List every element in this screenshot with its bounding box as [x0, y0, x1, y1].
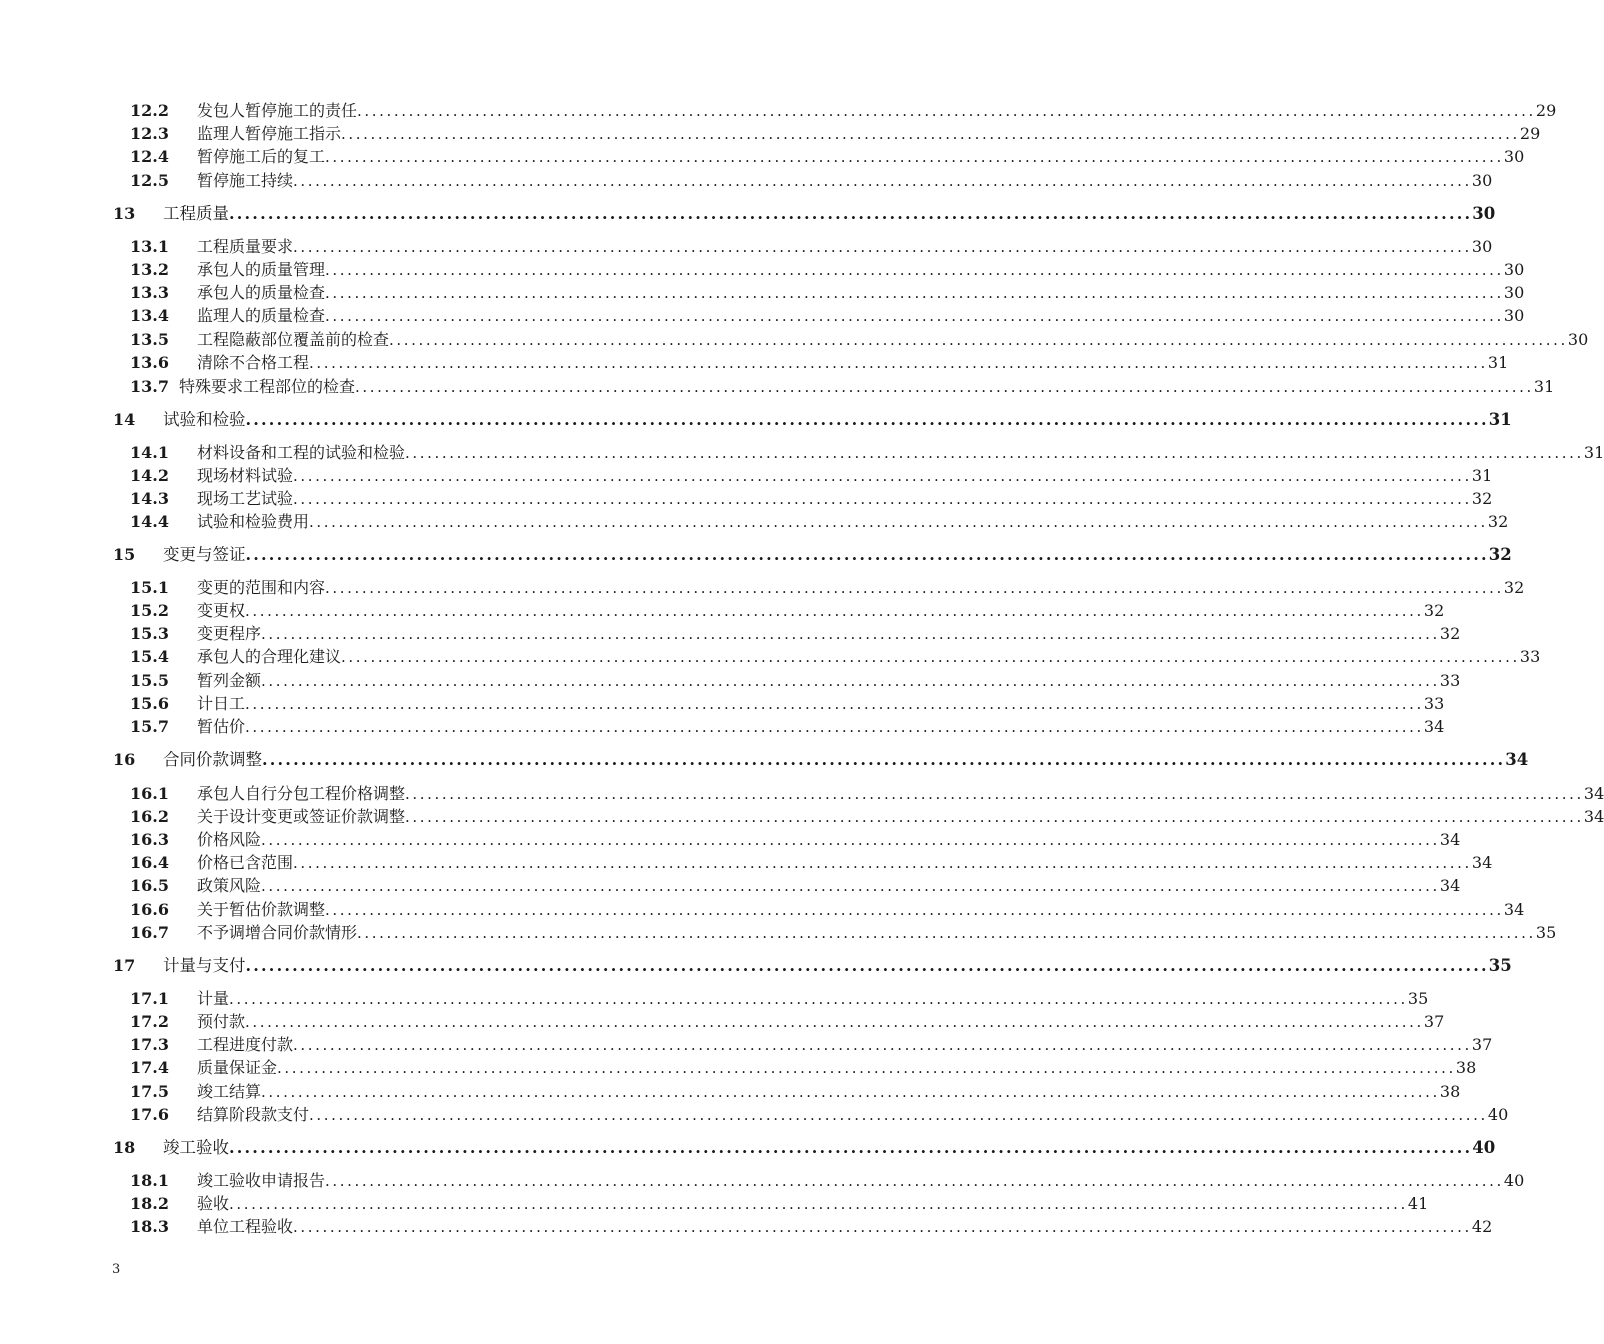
- toc-entry-title: 发包人暂停施工的责任: [197, 101, 358, 120]
- toc-entry-title: 结算阶段款支付: [197, 1105, 310, 1124]
- toc-section-entry[interactable]: [0, 806, 1604, 828]
- toc-entry-number: 14: [113, 410, 136, 429]
- toc-section-entry[interactable]: [0, 282, 1525, 304]
- toc-entry-title: 监理人的质量检查: [197, 306, 326, 325]
- toc-entry-title: 变更与签证: [163, 545, 246, 564]
- toc-section-entry[interactable]: [0, 693, 1445, 715]
- toc-chapter-entry[interactable]: [0, 544, 1512, 566]
- toc-chapter-entry[interactable]: [0, 955, 1512, 977]
- toc-entry-page: 42: [1471, 1217, 1493, 1236]
- toc-entry-line: [197, 170, 1493, 192]
- toc-entry-number: 12.4: [130, 147, 169, 166]
- dot-leader: ................................................................................................................................................................: [229, 204, 1473, 223]
- toc-entry-title: 竣工结算: [197, 1082, 262, 1101]
- dot-leader: ................................................................................................................................................................: [293, 467, 1472, 485]
- toc-entry-page: 40: [1503, 1171, 1525, 1190]
- toc-entry-number: 16: [113, 750, 136, 769]
- toc-section-entry[interactable]: [0, 329, 1589, 351]
- toc-entry-page: 34: [1583, 807, 1604, 826]
- toc-entry-number: 17.6: [130, 1105, 169, 1124]
- toc-entry-title: 暂列金额: [197, 671, 262, 690]
- toc-entry-title: 关于暂估价款调整: [197, 900, 326, 919]
- toc-entry-line: [163, 749, 1529, 771]
- toc-entry-line: [197, 806, 1604, 828]
- toc-entry-page: 31: [1487, 353, 1509, 372]
- toc-section-entry[interactable]: [0, 852, 1493, 874]
- toc-entry-line: [163, 409, 1512, 431]
- toc-section-entry[interactable]: [0, 1034, 1493, 1056]
- toc-entry-page: 31: [1488, 410, 1512, 429]
- toc-entry-line: [197, 1011, 1445, 1033]
- toc-section-entry[interactable]: [0, 442, 1604, 464]
- toc-entry-line: [197, 1057, 1477, 1079]
- toc-section-entry[interactable]: [0, 623, 1461, 645]
- toc-entry-page: 30: [1472, 204, 1496, 223]
- toc-entry-page: 30: [1503, 147, 1525, 166]
- toc-entry-page: 32: [1439, 624, 1461, 643]
- toc-entry-page: 33: [1519, 647, 1541, 666]
- dot-leader: ................................................................................................................................................................: [229, 1138, 1473, 1157]
- toc-entry-page: 40: [1487, 1105, 1509, 1124]
- dot-leader: ................................................................................................................................................................: [309, 354, 1488, 372]
- toc-entry-number: 15: [113, 545, 136, 564]
- dot-leader: ................................................................................................................................................................: [261, 625, 1440, 643]
- dot-leader: ................................................................................................................................................................: [245, 602, 1424, 620]
- toc-entry-number: 17.1: [130, 989, 169, 1008]
- toc-entry-page: 34: [1439, 830, 1461, 849]
- toc-entry-line: [197, 988, 1429, 1010]
- toc-entry-title: 预付款: [197, 1012, 246, 1031]
- dot-leader: ................................................................................................................................................................: [309, 513, 1488, 531]
- toc-entry-title: 变更程序: [197, 624, 262, 643]
- dot-leader: ................................................................................................................................................................: [261, 877, 1440, 895]
- toc-section-entry[interactable]: [0, 236, 1493, 258]
- toc-entry-page: 31: [1533, 377, 1555, 396]
- toc-entry-page: 35: [1488, 956, 1512, 975]
- toc-entry-line: [197, 352, 1509, 374]
- toc-entry-title: 监理人暂停施工指示: [197, 124, 342, 143]
- toc-entry-number: 14.4: [130, 512, 169, 531]
- dot-leader: ................................................................................................................................................................: [261, 1083, 1440, 1101]
- toc-entry-title: 验收: [197, 1194, 230, 1213]
- dot-leader: ................................................................................................................................................................: [357, 924, 1536, 942]
- toc-entry-line: [197, 1216, 1493, 1238]
- toc-entry-title: 承包人的合理化建议: [197, 647, 342, 666]
- toc-entry-title: 政策风险: [197, 876, 262, 895]
- dot-leader: ................................................................................................................................................................: [341, 648, 1520, 666]
- toc-entry-line: [197, 442, 1604, 464]
- toc-entry-line: [197, 123, 1541, 145]
- toc-entry-line: [197, 646, 1541, 668]
- toc-section-entry[interactable]: [0, 577, 1525, 599]
- toc-entry-title: 工程隐蔽部位覆盖前的检查: [197, 330, 390, 349]
- toc-entry-number: 15.5: [130, 671, 169, 690]
- toc-entry-page: 34: [1423, 717, 1445, 736]
- toc-entry-title: 变更权: [197, 601, 246, 620]
- toc-section-entry[interactable]: [0, 600, 1445, 622]
- toc-entry-line: [197, 511, 1509, 533]
- toc-entry-title: 关于设计变更或签证价款调整: [197, 807, 406, 826]
- toc-entry-title: 特殊要求工程部位的检查: [179, 377, 356, 396]
- toc-entry-line: [197, 577, 1525, 599]
- toc-entry-page: 35: [1407, 989, 1429, 1008]
- toc-section-entry[interactable]: [0, 1104, 1509, 1126]
- dot-leader: ................................................................................................................................................................: [325, 148, 1504, 166]
- toc-entry-page: 34: [1439, 876, 1461, 895]
- toc-entry-title: 计量: [197, 989, 230, 1008]
- toc-section-entry[interactable]: [0, 123, 1541, 145]
- toc-section-entry[interactable]: [0, 100, 1557, 122]
- toc-entry-number: 16.3: [130, 830, 169, 849]
- dot-leader: ................................................................................................................................................................: [325, 1172, 1504, 1190]
- toc-entry-number: 18.2: [130, 1194, 169, 1213]
- toc-entry-number: 12.5: [130, 171, 169, 190]
- toc-section-entry[interactable]: [0, 783, 1604, 805]
- dot-leader: ................................................................................................................................................................: [325, 901, 1504, 919]
- dot-leader: ................................................................................................................................................................: [229, 990, 1408, 1008]
- toc-section-entry[interactable]: [0, 1170, 1525, 1192]
- toc-entry-title: 现场工艺试验: [197, 489, 294, 508]
- toc-entry-line: [197, 852, 1493, 874]
- dot-leader: ................................................................................................................................................................: [229, 1195, 1408, 1213]
- toc-entry-number: 13.5: [130, 330, 169, 349]
- toc-chapter-entry[interactable]: [0, 1137, 1496, 1159]
- toc-entry-page: 32: [1503, 578, 1525, 597]
- toc-entry-line: [197, 282, 1525, 304]
- toc-entry-number: 14.2: [130, 466, 169, 485]
- dot-leader: ................................................................................................................................................................: [325, 579, 1504, 597]
- toc-entry-number: 13.4: [130, 306, 169, 325]
- toc-entry-line: [163, 1137, 1496, 1159]
- dot-leader: ................................................................................................................................................................: [325, 261, 1504, 279]
- toc-entry-number: 13.1: [130, 237, 169, 256]
- toc-entry-page: 41: [1407, 1194, 1429, 1213]
- toc-entry-title: 承包人的质量管理: [197, 260, 326, 279]
- toc-entry-title: 工程进度付款: [197, 1035, 294, 1054]
- toc-entry-number: 16.2: [130, 807, 169, 826]
- toc-entry-title: 试验和检验: [163, 410, 246, 429]
- toc-entry-line: [197, 1104, 1509, 1126]
- toc-section-entry[interactable]: [0, 1216, 1493, 1238]
- toc-entry-title: 承包人的质量检查: [197, 283, 326, 302]
- dot-leader: ................................................................................................................................................................: [389, 331, 1568, 349]
- toc-section-entry[interactable]: [0, 899, 1525, 921]
- dot-leader: ................................................................................................................................................................: [293, 238, 1472, 256]
- dot-leader: ................................................................................................................................................................: [405, 785, 1584, 803]
- toc-entry-number: 15.2: [130, 601, 169, 620]
- toc-section-entry[interactable]: [0, 1081, 1461, 1103]
- toc-entry-number: 18: [113, 1138, 136, 1157]
- toc-entry-page: 37: [1471, 1035, 1493, 1054]
- toc-entry-number: 16.1: [130, 784, 169, 803]
- toc-entry-page: 33: [1423, 694, 1445, 713]
- toc-entry-line: [197, 488, 1493, 510]
- toc-entry-title: 工程质量: [163, 204, 229, 223]
- toc-entry-title: 工程质量要求: [197, 237, 294, 256]
- toc-entry-page: 30: [1503, 283, 1525, 302]
- dot-leader: ................................................................................................................................................................: [355, 378, 1534, 396]
- toc-entry-page: 34: [1505, 750, 1529, 769]
- toc-section-entry[interactable]: [0, 875, 1461, 897]
- toc-entry-number: 13.2: [130, 260, 169, 279]
- toc-entry-page: 32: [1471, 489, 1493, 508]
- dot-leader: ................................................................................................................................................................: [405, 444, 1584, 462]
- toc-entry-line: [197, 100, 1557, 122]
- dot-leader: ................................................................................................................................................................: [277, 1059, 1456, 1077]
- toc-entry-page: 38: [1439, 1082, 1461, 1101]
- toc-entry-page: 40: [1472, 1138, 1496, 1157]
- toc-entry-title: 承包人自行分包工程价格调整: [197, 784, 406, 803]
- toc-entry-number: 13.6: [130, 353, 169, 372]
- toc-entry-title: 竣工验收: [163, 1138, 229, 1157]
- toc-entry-title: 价格风险: [197, 830, 262, 849]
- toc-chapter-entry[interactable]: [0, 203, 1496, 225]
- toc-entry-line: [197, 236, 1493, 258]
- toc-entry-number: 17.4: [130, 1058, 169, 1077]
- toc-entry-page: 31: [1583, 443, 1604, 462]
- toc-entry-number: 14.1: [130, 443, 169, 462]
- dot-leader: ................................................................................................................................................................: [325, 284, 1504, 302]
- toc-entry-title: 单位工程验收: [197, 1217, 294, 1236]
- toc-section-entry[interactable]: [0, 305, 1525, 327]
- dot-leader: ................................................................................................................................................................: [341, 125, 1520, 143]
- toc-entry-line: [197, 1170, 1525, 1192]
- toc-entry-line: [197, 600, 1445, 622]
- toc-entry-number: 16.6: [130, 900, 169, 919]
- toc-entry-title: 竣工验收申请报告: [197, 1171, 326, 1190]
- toc-entry-page: 30: [1503, 260, 1525, 279]
- dot-leader: ................................................................................................................................................................: [293, 172, 1472, 190]
- toc-entry-title: 价格已含范围: [197, 853, 294, 872]
- dot-leader: ................................................................................................................................................................: [245, 718, 1424, 736]
- page-number: 3: [112, 1262, 121, 1277]
- toc-entry-page: 34: [1471, 853, 1493, 872]
- toc-entry-title: 现场材料试验: [197, 466, 294, 485]
- toc-entry-page: 35: [1535, 923, 1557, 942]
- toc-entry-title: 变更的范围和内容: [197, 578, 326, 597]
- toc-entry-title: 暂估价: [197, 717, 246, 736]
- toc-entry-number: 17.3: [130, 1035, 169, 1054]
- toc-section-entry[interactable]: [0, 1193, 1429, 1215]
- toc-entry-line: [163, 544, 1512, 566]
- toc-entry-number: 12.3: [130, 124, 169, 143]
- toc-entry-title: 暂停施工持续: [197, 171, 294, 190]
- dot-leader: ................................................................................................................................................................: [293, 1036, 1472, 1054]
- toc-entry-number: 16.7: [130, 923, 169, 942]
- toc-section-entry[interactable]: [0, 829, 1461, 851]
- toc-entry-page: 29: [1535, 101, 1557, 120]
- toc-entry-number: 13.3: [130, 283, 169, 302]
- toc-section-entry[interactable]: [0, 259, 1525, 281]
- toc-entry-number: 15.6: [130, 694, 169, 713]
- toc-entry-page: 29: [1519, 124, 1541, 143]
- toc-entry-line: [163, 955, 1512, 977]
- toc-entry-page: 37: [1423, 1012, 1445, 1031]
- toc-entry-title: 计量与支付: [163, 956, 246, 975]
- toc-section-entry[interactable]: [0, 376, 1555, 398]
- toc-entry-page: 38: [1455, 1058, 1477, 1077]
- dot-leader: ................................................................................................................................................................: [357, 102, 1536, 120]
- toc-entry-number: 17.2: [130, 1012, 169, 1031]
- toc-entry-number: 15.4: [130, 647, 169, 666]
- dot-leader: ................................................................................................................................................................: [261, 831, 1440, 849]
- toc-section-entry[interactable]: [0, 716, 1445, 738]
- toc-entry-page: 30: [1471, 237, 1493, 256]
- toc-entry-line: [179, 376, 1555, 398]
- toc-entry-number: 18.3: [130, 1217, 169, 1236]
- toc-entry-title: 合同价款调整: [163, 750, 262, 769]
- dot-leader: ................................................................................................................................................................: [293, 490, 1472, 508]
- toc-entry-line: [197, 465, 1493, 487]
- toc-entry-page: 33: [1439, 671, 1461, 690]
- toc-entry-line: [197, 899, 1525, 921]
- toc-entry-line: [163, 203, 1496, 225]
- toc-entry-number: 18.1: [130, 1171, 169, 1190]
- toc-entry-number: 14.3: [130, 489, 169, 508]
- dot-leader: ................................................................................................................................................................: [262, 750, 1506, 769]
- toc-entry-line: [197, 716, 1445, 738]
- toc-section-entry[interactable]: [0, 1057, 1477, 1079]
- toc-section-entry[interactable]: [0, 511, 1509, 533]
- toc-entry-line: [197, 259, 1525, 281]
- toc-section-entry[interactable]: [0, 1011, 1445, 1033]
- toc-entry-line: [197, 146, 1525, 168]
- dot-leader: ................................................................................................................................................................: [309, 1106, 1488, 1124]
- toc-entry-line: [197, 305, 1525, 327]
- toc-entry-line: [197, 783, 1604, 805]
- toc-entry-line: [197, 670, 1461, 692]
- dot-leader: ................................................................................................................................................................: [293, 854, 1472, 872]
- toc-section-entry[interactable]: [0, 488, 1493, 510]
- toc-entry-line: [197, 1081, 1461, 1103]
- toc-entry-line: [197, 1034, 1493, 1056]
- toc-entry-number: 15.3: [130, 624, 169, 643]
- toc-entry-page: 31: [1471, 466, 1493, 485]
- toc-entry-line: [197, 693, 1445, 715]
- toc-entry-line: [197, 922, 1557, 944]
- toc-entry-line: [197, 1193, 1429, 1215]
- toc-entry-page: 32: [1423, 601, 1445, 620]
- toc-section-entry[interactable]: [0, 146, 1525, 168]
- toc-entry-title: 不予调增合同价款情形: [197, 923, 358, 942]
- toc-entry-number: 15.1: [130, 578, 169, 597]
- toc-entry-title: 材料设备和工程的试验和检验: [197, 443, 406, 462]
- dot-leader: ................................................................................................................................................................: [245, 410, 1489, 429]
- toc-section-entry[interactable]: [0, 646, 1541, 668]
- dot-leader: ................................................................................................................................................................: [261, 672, 1440, 690]
- toc-section-entry[interactable]: [0, 170, 1493, 192]
- toc-entry-number: 16.5: [130, 876, 169, 895]
- dot-leader: ................................................................................................................................................................: [245, 1013, 1424, 1031]
- toc-entry-title: 清除不合格工程: [197, 353, 310, 372]
- toc-section-entry[interactable]: [0, 922, 1557, 944]
- toc-entry-number: 15.7: [130, 717, 169, 736]
- toc-entry-title: 暂停施工后的复工: [197, 147, 326, 166]
- toc-entry-line: [197, 829, 1461, 851]
- toc-entry-line: [197, 623, 1461, 645]
- toc-entry-page: 32: [1488, 545, 1512, 564]
- toc-entry-title: 质量保证金: [197, 1058, 278, 1077]
- toc-entry-line: [197, 875, 1461, 897]
- toc-entry-page: 34: [1583, 784, 1604, 803]
- toc-entry-number: 17.5: [130, 1082, 169, 1101]
- toc-section-entry[interactable]: [0, 988, 1429, 1010]
- toc-entry-page: 34: [1503, 900, 1525, 919]
- toc-entry-title: 试验和检验费用: [197, 512, 310, 531]
- toc-entry-title: 计日工: [197, 694, 246, 713]
- toc-entry-number: 17: [113, 956, 136, 975]
- toc-chapter-entry[interactable]: [0, 409, 1512, 431]
- toc-section-entry[interactable]: [0, 352, 1509, 374]
- dot-leader: ................................................................................................................................................................: [245, 545, 1489, 564]
- toc-entry-line: [197, 329, 1589, 351]
- dot-leader: ................................................................................................................................................................: [245, 695, 1424, 713]
- toc-entry-page: 30: [1567, 330, 1589, 349]
- dot-leader: ................................................................................................................................................................: [293, 1218, 1472, 1236]
- dot-leader: ................................................................................................................................................................: [325, 307, 1504, 325]
- dot-leader: ................................................................................................................................................................: [405, 808, 1584, 826]
- toc-section-entry[interactable]: [0, 465, 1493, 487]
- toc-entry-number: 12.2: [130, 101, 169, 120]
- toc-entry-number: 13: [113, 204, 136, 223]
- toc-entry-number: 16.4: [130, 853, 169, 872]
- dot-leader: ................................................................................................................................................................: [245, 956, 1489, 975]
- toc-section-entry[interactable]: [0, 670, 1461, 692]
- toc-entry-page: 30: [1503, 306, 1525, 325]
- toc-entry-page: 32: [1487, 512, 1509, 531]
- toc-chapter-entry[interactable]: [0, 749, 1529, 771]
- toc-entry-page: 30: [1471, 171, 1493, 190]
- toc-entry-number: 13.7: [130, 377, 169, 396]
